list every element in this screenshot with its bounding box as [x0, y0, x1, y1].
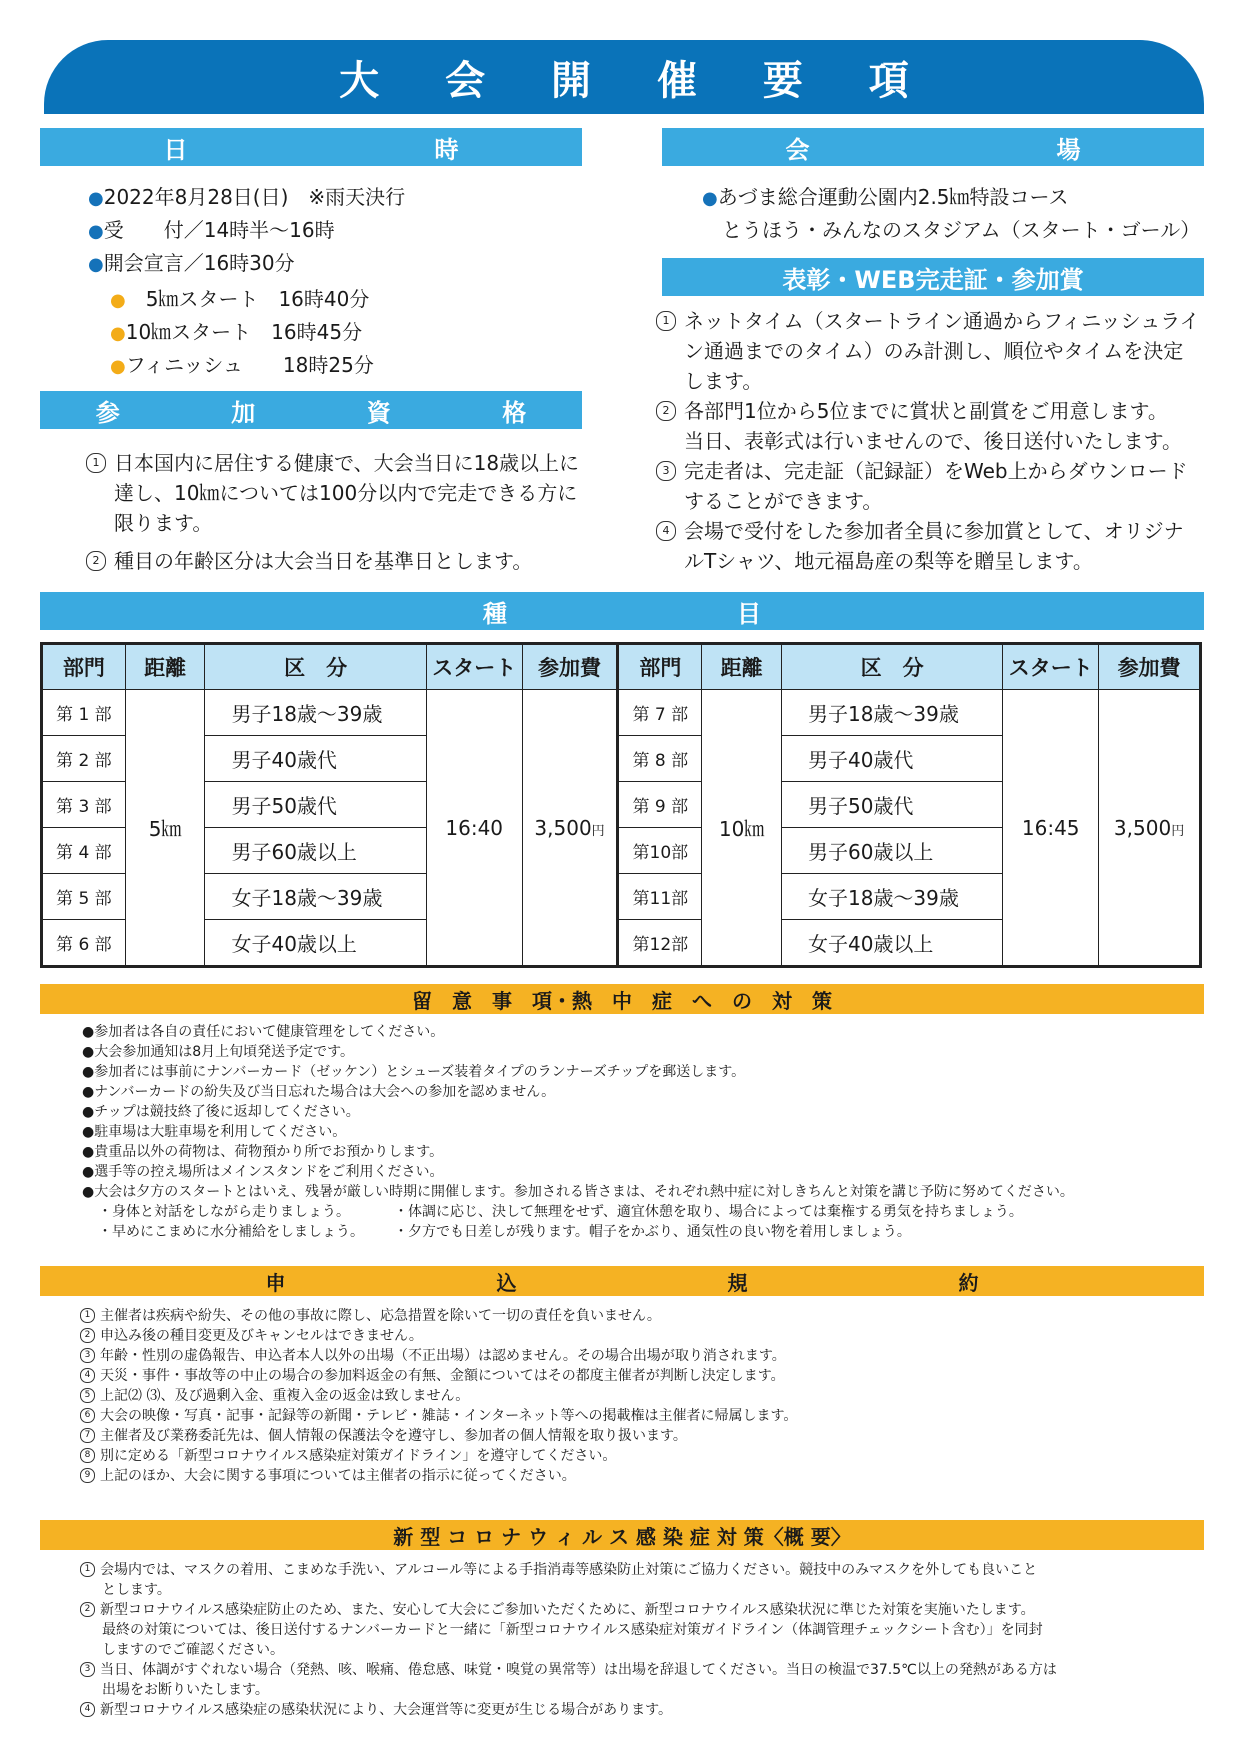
fee-5km: 3,500円: [522, 690, 618, 967]
award-item-3: 3 完走者は、完走証（記録証）をWeb上からダウンロード することができます。: [656, 456, 1188, 516]
venue-header-char-2: 場: [1056, 135, 1081, 164]
table-row: 第 5 部 女子18歳～39歳 第11部 女子18歳～39歳: [42, 874, 1201, 920]
list-item: ●選手等の控え場所はメインスタンドをご利用ください。: [82, 1164, 444, 1180]
date-line-1: ●2022年8月28日(日) ※雨天決行: [88, 185, 406, 209]
list-item: 1 会場内では、マスクの着用、こまめな手洗い、アルコール等による手指消毒等感染防止対策にご協力ください。競技中のみマスクを外しても良いこと: [80, 1560, 1057, 1580]
eligibility-item-2: 2 種目の年齢区分は大会当日を基準日とします。: [86, 546, 532, 576]
table-row: 第 6 部 女子40歳以上 第12部 女子40歳以上: [42, 920, 1201, 967]
fee-10km: 3,500円: [1099, 690, 1201, 967]
number-badge: 2: [86, 551, 106, 571]
start-10km: 16:45: [1003, 690, 1099, 967]
bullet-icon: ●: [88, 188, 104, 209]
list-item: ●大会参加通知は8月上旬頃発送予定です。: [82, 1044, 355, 1060]
eligibility-item-1: 1 日本国内に居住する健康で、大会当日に18歳以上に 達し、10㎞については100分以内で完走できる方に 限ります。: [86, 448, 579, 538]
page-title: 大 会 開 催 要 項: [44, 40, 1204, 114]
list-item: ●貴重品以外の荷物は、荷物預かり所でお預かりします。: [82, 1144, 444, 1160]
notes-list: [82, 1022, 1074, 1242]
list-item: ●大会は夕方のスタートとはいえ、残暑が厳しい時期に開催します。参加される皆さまは、それぞれ熱中症に対しきちんと対策を講じ予防に努めてください。: [82, 1184, 1074, 1200]
rules-list: [80, 1306, 797, 1486]
list-item: 9 上記のほか、大会に関する事項については主催者の指示に従ってください。: [80, 1466, 797, 1486]
table-header-row: 部門 距離 区 分 スタート 参加費 部門 距離 区 分 スタート 参加費: [42, 644, 1201, 690]
tip-row: ・身体と対話をしながら走りましょう。 ・体調に応じ、決して無理をせず、適宜休憩を取り、場合によっては棄権する勇気を持ちましょう。: [98, 1204, 1023, 1220]
date-header-char-2: 時: [434, 135, 459, 164]
venue-header: [662, 128, 1204, 166]
venue-line-2: とうほう・みんなのスタジアム（スタート・ゴール）: [722, 218, 1201, 242]
bullet-icon: ●: [88, 254, 104, 275]
date-sub-1: ● 5㎞スタート 16時40分: [110, 287, 370, 311]
covid-header: 新 型 コ ロ ナ ウ ィ ル ス 感 染 症 対 策〈概 要〉: [40, 1520, 1204, 1550]
list-item: 4 新型コロナウイルス感染症の感染状況により、大会運営等に変更が生じる場合があります。: [80, 1700, 1057, 1720]
list-item: 4 天災・事件・事故等の中止の場合の参加料返金の有無、金額についてはその都度主催者が判断し決定します。: [80, 1366, 797, 1386]
date-sub-2: ●10㎞スタート 16時45分: [110, 320, 363, 344]
start-5km: 16:40: [426, 690, 522, 967]
number-badge: 3: [656, 461, 676, 481]
bullet-icon: ●: [110, 356, 126, 377]
award-header: 表彰・WEB完走証・参加賞: [662, 258, 1204, 296]
list-item: ●参加者は各自の責任において健康管理をしてください。: [82, 1024, 445, 1040]
bullet-icon: ●: [88, 221, 104, 242]
distance-5km: 5㎞: [125, 690, 205, 967]
list-item: 2 新型コロナウイルス感染症防止のため、また、安心して大会にご参加いただくために、新型コロナウイルス感染状況に準じた対策を実施いたします。: [80, 1600, 1057, 1620]
table-row: 第 3 部 男子50歳代 第 9 部 男子50歳代: [42, 782, 1201, 828]
award-item-4: 4 会場で受付をした参加者全員に参加賞として、オリジナ ルTシャツ、地元福島産の梨等を贈呈します。: [656, 516, 1184, 576]
date-header: [40, 128, 582, 166]
eligibility-header: 参 加 資 格: [40, 391, 582, 429]
award-item-1: 1 ネットタイム（スタートライン通過からフィニッシュライ ン通過までのタイム）のみ計測し、順位やタイムを決定 します。: [656, 306, 1200, 396]
events-table: [40, 642, 1202, 968]
date-line-2: ●受 付／14時半～16時: [88, 218, 335, 242]
number-badge: 1: [86, 453, 106, 473]
number-badge: 2: [656, 401, 676, 421]
bullet-icon: ●: [110, 290, 126, 311]
list-item: 1 主催者は疾病や紛失、その他の事故に際し、応急措置を除いて一切の責任を負いません。: [80, 1306, 797, 1326]
list-item: 3 当日、体調がすぐれない場合（発熱、咳、喉痛、倦怠感、味覚・嗅覚の異常等）は出場を辞退してください。当日の検温で37.5℃以上の発熱がある方は: [80, 1660, 1057, 1680]
table-row: 第 2 部 男子40歳代 第 8 部 男子40歳代: [42, 736, 1201, 782]
notes-header: 留 意 事 項・熱 中 症 へ の 対 策: [40, 984, 1204, 1014]
table-row: 第 4 部 男子60歳以上 第10部 男子60歳以上: [42, 828, 1201, 874]
list-item: ●駐車場は大駐車場を利用してください。: [82, 1124, 347, 1140]
list-item: 7 主催者及び業務委託先は、個人情報の保護法令を遵守し、参加者の個人情報を取り扱います。: [80, 1426, 797, 1446]
table-row: 第 1 部 5㎞ 男子18歳～39歳 16:40 3,500円 第 7 部 10㎞ 男子18歳～39歳 16:45 3,500円: [42, 690, 1201, 736]
list-item: ●ナンバーカードの紛失及び当日忘れた場合は大会への参加を認めません。: [82, 1084, 556, 1100]
number-badge: 1: [656, 311, 676, 331]
list-item: ●チップは競技終了後に返却してください。: [82, 1104, 360, 1120]
distance-10km: 10㎞: [702, 690, 782, 967]
rules-header: 申 込 規 約: [40, 1266, 1204, 1296]
number-badge: 4: [656, 521, 676, 541]
date-sub-3: ●フィニッシュ 18時25分: [110, 353, 374, 377]
list-item: ●参加者には事前にナンバーカード（ゼッケン）とシューズ装着タイプのランナーズチップを郵送します。: [82, 1064, 746, 1080]
covid-list: 1 会場内では、マスクの着用、こまめな手洗い、アルコール等による手指消毒等感染防止対策にご協力ください。競技中のみマスクを外しても良いこと とします。 2 新型コロナウイルス感染症防止のため、また、安心して大会にご参加いただくために、新型コロナウイルス感染状況に準じた対策を実施いたします。 最終の対策については、後日送付するナンバーカードと一緒に「新型コロナウイルス感染症対策ガイドライン（体調管理チェックシート含む）」を同封 しますのでご確認ください。 3 当日、体調がすぐれない場合（発熱、咳、喉痛、倦怠感、味覚・嗅覚の異常等）は出場を辞退してください。当日の検温で37.5℃以上の発熱がある方は 出場をお断りいたします。 4 新型コロナウイルス感染症の感染状況により、大会運営等に変更が生じる場合があります。: [80, 1560, 1057, 1720]
date-line-3: ●開会宣言／16時30分: [88, 251, 295, 275]
events-header: 種 目: [40, 592, 1204, 630]
list-item: 6 大会の映像・写真・記事・記録等の新聞・テレビ・雑誌・インターネット等への掲載権は主催者に帰属します。: [80, 1406, 797, 1426]
list-item: 8 別に定める「新型コロナウイルス感染症対策ガイドライン」を遵守してください。: [80, 1446, 797, 1466]
list-item: 5 上記⑵ ⑶、及び過剰入金、重複入金の返金は致しません。: [80, 1386, 797, 1406]
bullet-icon: ●: [702, 188, 718, 209]
venue-line-1: ●あづま総合運動公園内2.5㎞特設コース: [702, 185, 1069, 209]
list-item: 3 年齢・性別の虚偽報告、申込者本人以外の出場（不正出場）は認めません。その場合出場が取り消されます。: [80, 1346, 797, 1366]
venue-header-char-1: 会: [785, 135, 810, 164]
date-header-char-1: 日: [163, 135, 188, 164]
bullet-icon: ●: [110, 323, 126, 344]
award-item-2: 2 各部門1位から5位までに賞状と副賞をご用意します。 当日、表彰式は行いませんので、後日送付いたします。: [656, 396, 1182, 456]
tip-row: ・早めにこまめに水分補給をしましょう。 ・夕方でも日差しが残ります。帽子をかぶり、通気性の良い物を着用しましょう。: [98, 1224, 911, 1240]
list-item: 2 申込み後の種目変更及びキャンセルはできません。: [80, 1326, 797, 1346]
